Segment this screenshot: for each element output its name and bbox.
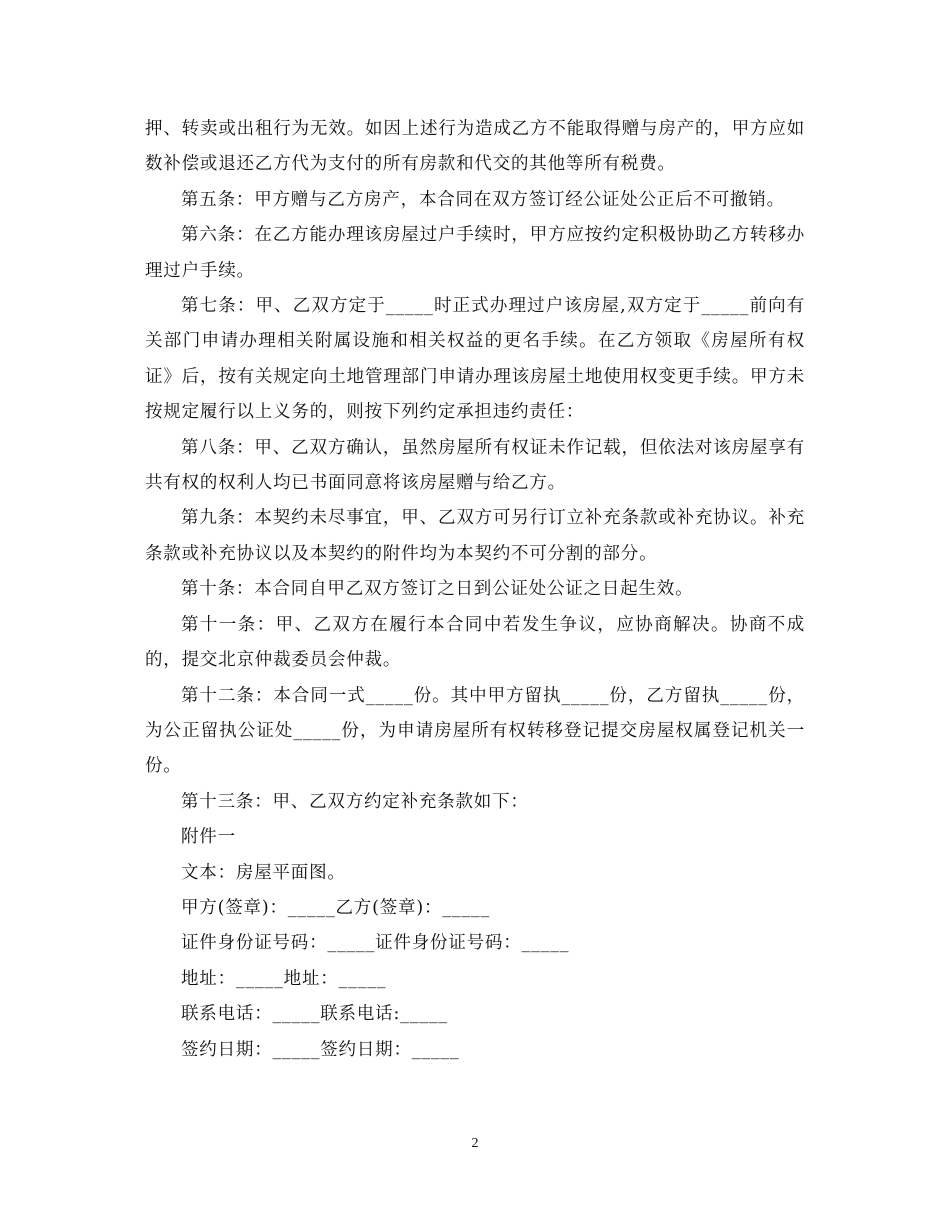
document-body: [145, 112, 805, 1068]
sign-date-line: 签约日期：_____签约日期：_____: [181, 1039, 460, 1060]
article-8: 第八条：甲、乙双方确认，虽然房屋所有权证未作记载，但依法对该房屋享有共有权的权利人均已书面同意将该房屋赠与给乙方。: [145, 437, 805, 494]
address-line: 地址：_____地址：_____: [181, 968, 387, 989]
attachment-title: 附件一: [181, 827, 236, 848]
page-number: 2: [471, 1136, 479, 1151]
id-number-line: 证件身份证号码：_____证件身份证号码：_____: [181, 933, 570, 954]
phone-line: 联系电话：_____联系电话:_____: [181, 1004, 448, 1025]
article-11: 第十一条：甲、乙双方在履行本合同中若发生争议，应协商解决。协商不成的，提交北京仲裁委员会仲裁。: [145, 614, 805, 671]
article-6: 第六条：在乙方能办理该房屋过户手续时，甲方应按约定积极协助乙方转移办理过户手续。: [145, 225, 805, 281]
attachment-text: 文本：房屋平面图。: [181, 862, 346, 883]
article-12: 第十二条：本合同一式_____份。其中甲方留执_____份，乙方留执_____份，为公正留执公证处_____份，为申请房屋所有权转移登记提交房屋权属登记机关一份。: [145, 685, 805, 777]
article-10: 第十条：本合同自甲乙双方签订之日到公证处公证之日起生效。: [181, 579, 694, 600]
signature-line: 甲方(签章)：_____乙方(签章)：_____: [181, 897, 491, 918]
article-5: 第五条：甲方赠与乙方房产，本合同在双方签订经公证处公正后不可撤销。: [181, 189, 785, 210]
paragraph-continuation: 押、转卖或出租行为无效。如因上述行为造成乙方不能取得赠与房产的，甲方应如数补偿或退还乙方代为支付的所有房款和代交的其他等所有税费。: [145, 119, 805, 175]
article-13: 第十三条：甲、乙双方约定补充条款如下：: [181, 791, 529, 812]
article-7: 第七条：甲、乙双方定于_____时正式办理过户该房屋,双方定于_____前向有关部门申请办理相关附属设施和相关权益的更名手续。在乙方领取《房屋所有权证》后，按有关规定向土地管理部门申请办理该房屋土地使用权变更手续。甲方未按规定履行以上义务的，则按下列约定承担违约责任：: [145, 296, 805, 423]
article-9: 第九条：本契约未尽事宜，甲、乙双方可另行订立补充条款或补充协议。补充条款或补充协议以及本契约的附件均为本契约不可分割的部分。: [145, 508, 805, 564]
